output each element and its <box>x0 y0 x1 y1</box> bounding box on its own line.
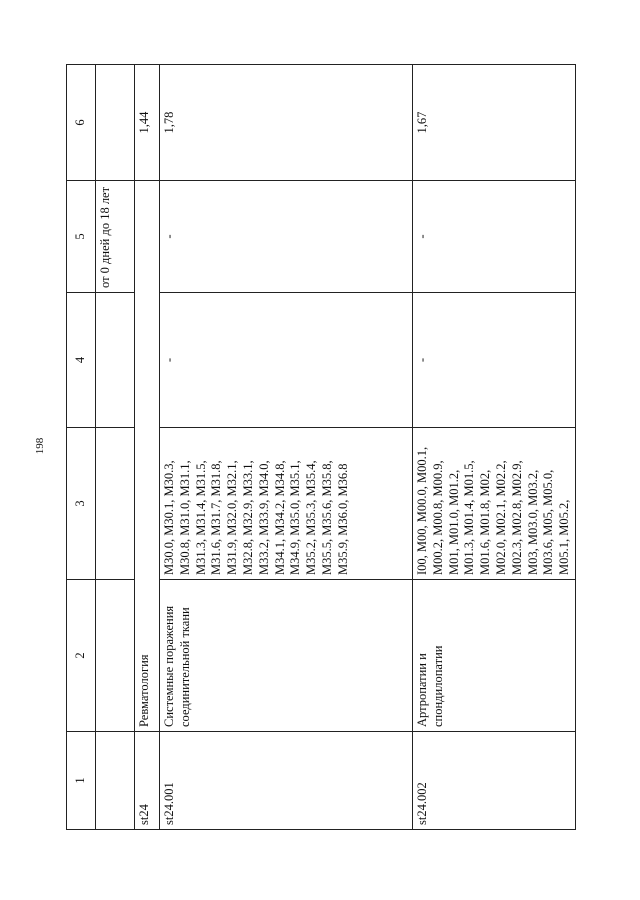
section-name: Ревматология <box>135 181 160 732</box>
row-col5: - <box>160 181 413 293</box>
section-code: st24 <box>135 732 160 830</box>
row-col5: - <box>413 181 576 293</box>
header-cell-5: 5 <box>67 181 96 293</box>
row-coef: 1,78 <box>160 65 413 181</box>
row-name: Артропатии и спондилопатии <box>413 580 576 732</box>
row-diagnoses: I00, M00, M00.0, M00.1, M00.2, M00.8, M00.9, M01, M01.0, M01.2, M01.3, M01.4, M01.5, M01.6, M01.8, M02, M02.0, M02.1, M02.2, M02.3, M02.8, M02.9, M03, M03.0, M03.2, M03.6, M05, M05.0, M05.1, M05.2, <box>413 428 576 580</box>
row-code: st24.002 <box>413 732 576 830</box>
age-note-row <box>96 65 135 830</box>
section-row <box>135 65 160 830</box>
row-col4: - <box>160 293 413 428</box>
table-row <box>160 65 413 830</box>
row-diagnoses: M30.0, M30.1, M30.3, M30.8, M31.0, M31.1, M31.3, M31.4, M31.5, M31.6, M31.7, M31.8, M31.9, M32.0, M32.1, M32.8, M32.9, M33.1, M33.2, M33.9, M34.0, M34.1, M34.2, M34.8, M34.9, M35.0, M35.1, M35.2, M35.3, M35.4, M35.5, M35.6, M35.8, M35.9, M36.0, M36.8 <box>160 428 413 580</box>
row-coef: 1,67 <box>413 65 576 181</box>
header-cell-3: 3 <box>67 428 96 580</box>
header-cell-6: 6 <box>67 65 96 181</box>
tariff-table <box>66 64 576 830</box>
header-cell-2: 2 <box>67 580 96 732</box>
age-note: от 0 дней до 18 лет <box>96 181 135 293</box>
table-row <box>413 65 576 830</box>
row-col4: - <box>413 293 576 428</box>
section-coef: 1,44 <box>135 65 160 181</box>
page-number: 198 <box>34 437 46 455</box>
header-cell-1: 1 <box>67 732 96 830</box>
header-cell-4: 4 <box>67 293 96 428</box>
row-name: Системные поражения соединительной ткани <box>160 580 413 732</box>
rotated-table-page <box>66 65 571 830</box>
row-code: st24.001 <box>160 732 413 830</box>
header-row <box>67 65 96 830</box>
